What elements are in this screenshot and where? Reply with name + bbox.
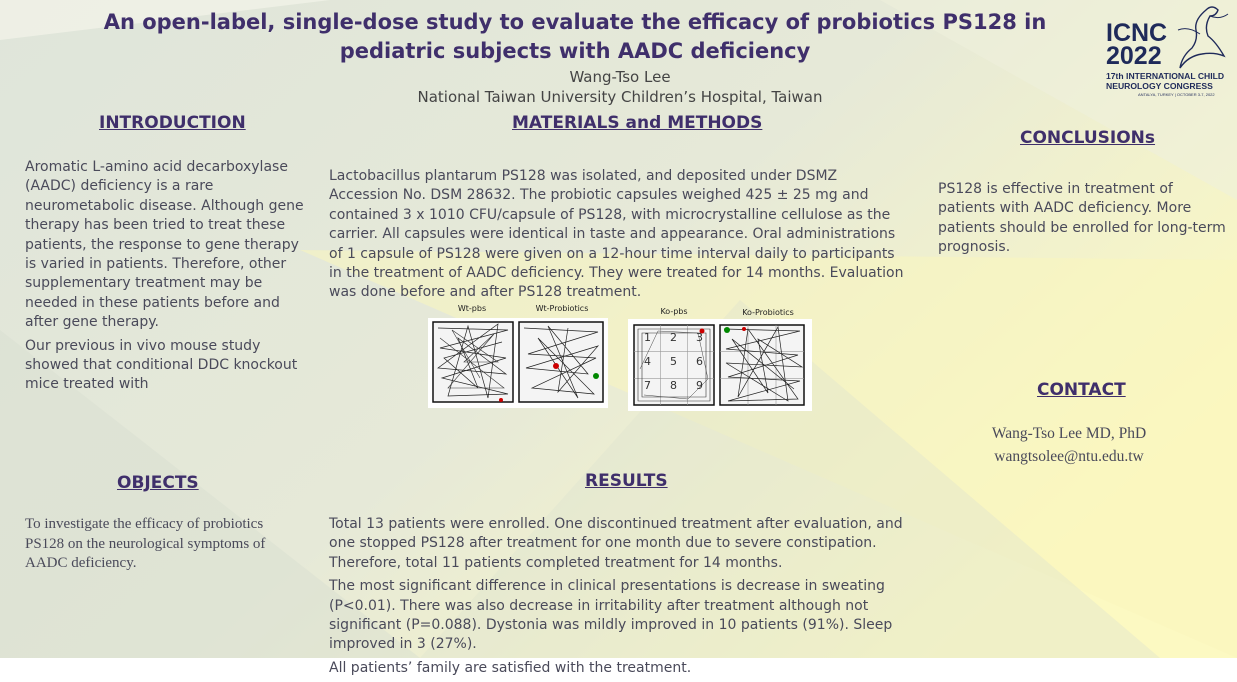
logo-year: 2022 xyxy=(1106,42,1162,70)
figure-wt-panel xyxy=(428,318,608,408)
results-paragraph-3: All patients’ family are satisfied with the treatment. xyxy=(329,659,692,676)
logo-congress-line2: NEUROLOGY CONGRESS xyxy=(1106,81,1213,91)
results-heading: RESULTS xyxy=(585,471,668,491)
figure-label-wt-pbs: Wt-pbs xyxy=(457,304,487,313)
dancer-logo-icon xyxy=(1166,4,1234,76)
logo-congress-line1: 17th INTERNATIONAL CHILD xyxy=(1106,71,1225,81)
results-paragraph-1: Total 13 patients were enrolled. One discontinued treatment after evaluation, and one stopped PS128 after treatment for one month due to severe constipation. Therefore, total 11 patients completed treatment for 14 months. xyxy=(329,516,903,571)
contact-name: Wang-Tso Lee MD, PhD xyxy=(991,425,1147,442)
contact-email[interactable]: wangtsolee@ntu.edu.tw xyxy=(994,448,1144,465)
introduction-paragraph-1: Aromatic L-amino acid decarboxylase (AADC) deficiency is a rare neurometabolic disease. Although gene therapy has been tried to treat these patients, the response to gene therapy is varied in patients. Therefore, other supplementary treatment may be needed in these patients before and after gene therapy. xyxy=(25,159,304,331)
introduction-text xyxy=(25,158,307,399)
grid-number-1: 1 xyxy=(644,331,651,344)
author-block xyxy=(320,67,920,107)
ko-tracking-image xyxy=(628,319,812,411)
poster-title: An open-label, single-dose study to evaluate the efficacy of probiotics PS128 in pediatric subjects with AADC deficiency xyxy=(103,10,1047,63)
grid-number-4: 4 xyxy=(644,355,651,368)
results-paragraph-2: The most significant difference in clinical presentations is decrease in sweating (P<0.01). There was also decrease in irritability after treatment although not significant (P=0.088). Dystonia was mildly improved in 10 patients (91%). Sleep improved in 3 (27%). xyxy=(329,578,893,653)
grid-number-9: 9 xyxy=(696,379,703,392)
conclusions-text: PS128 is effective in treatment of patients with AADC deficiency. More patients should be enrolled for long-term prognosis. xyxy=(938,181,1226,256)
icnc-logo xyxy=(1104,4,1234,102)
grid-number-3: 3 xyxy=(696,331,703,344)
conclusions-heading: CONCLUSIONs xyxy=(1020,128,1156,148)
figure-label-wt-probiotics: Wt-Probiotics xyxy=(535,304,589,313)
figure-ko-panel xyxy=(628,319,812,411)
introduction-paragraph-2: Our previous in vivo mouse study showed that conditional DDC knockout mice treated with xyxy=(25,337,298,393)
methods-text: Lactobacillus plantarum PS128 was isolated, and deposited under DSMZ Accession No. DSM 28632. The probiotic capsules weighed 425 ± 25 mg and contained 3 x 1010 CFU/capsule of PS128, with microcrystalline cellulose as the carrier. All capsules were identical in taste and appearance. Oral administrations of 1 capsule of PS128 were given on a 12-hour time interval daily to participants in the treatment of AADC deficiency. They were treated for 14 months. Evaluation was done before and after PS128 treatment. xyxy=(329,168,904,301)
author-affiliation: National Taiwan University Children’s Hospital, Taiwan xyxy=(417,88,823,106)
grid-number-6: 6 xyxy=(696,355,703,368)
grid-number-7: 7 xyxy=(644,379,651,392)
contact-heading: CONTACT xyxy=(1037,380,1126,400)
contact-block xyxy=(960,422,1178,468)
results-text xyxy=(329,515,917,682)
wt-tracking-image xyxy=(428,318,608,408)
grid-number-5: 5 xyxy=(670,355,677,368)
author-name: Wang-Tso Lee xyxy=(569,68,671,86)
logo-venue: ANTALYA, TURKEY | OCTOBER 3-7, 2022 xyxy=(1138,92,1215,97)
figure-label-ko-pbs: Ko-pbs xyxy=(660,307,688,316)
figure-label-ko-probiotics: Ko-Probiotics xyxy=(742,308,794,317)
introduction-heading: INTRODUCTION xyxy=(99,113,246,133)
methods-heading: MATERIALS and METHODS xyxy=(512,113,763,133)
objects-heading: OBJECTS xyxy=(117,473,199,493)
logo-icnc: ICNC xyxy=(1106,19,1168,47)
grid-number-2: 2 xyxy=(670,331,677,344)
grid-number-8: 8 xyxy=(670,379,677,392)
objects-text: To investigate the efficacy of probiotics PS128 on the neurological symptoms of AADC deficiency. xyxy=(25,516,266,571)
